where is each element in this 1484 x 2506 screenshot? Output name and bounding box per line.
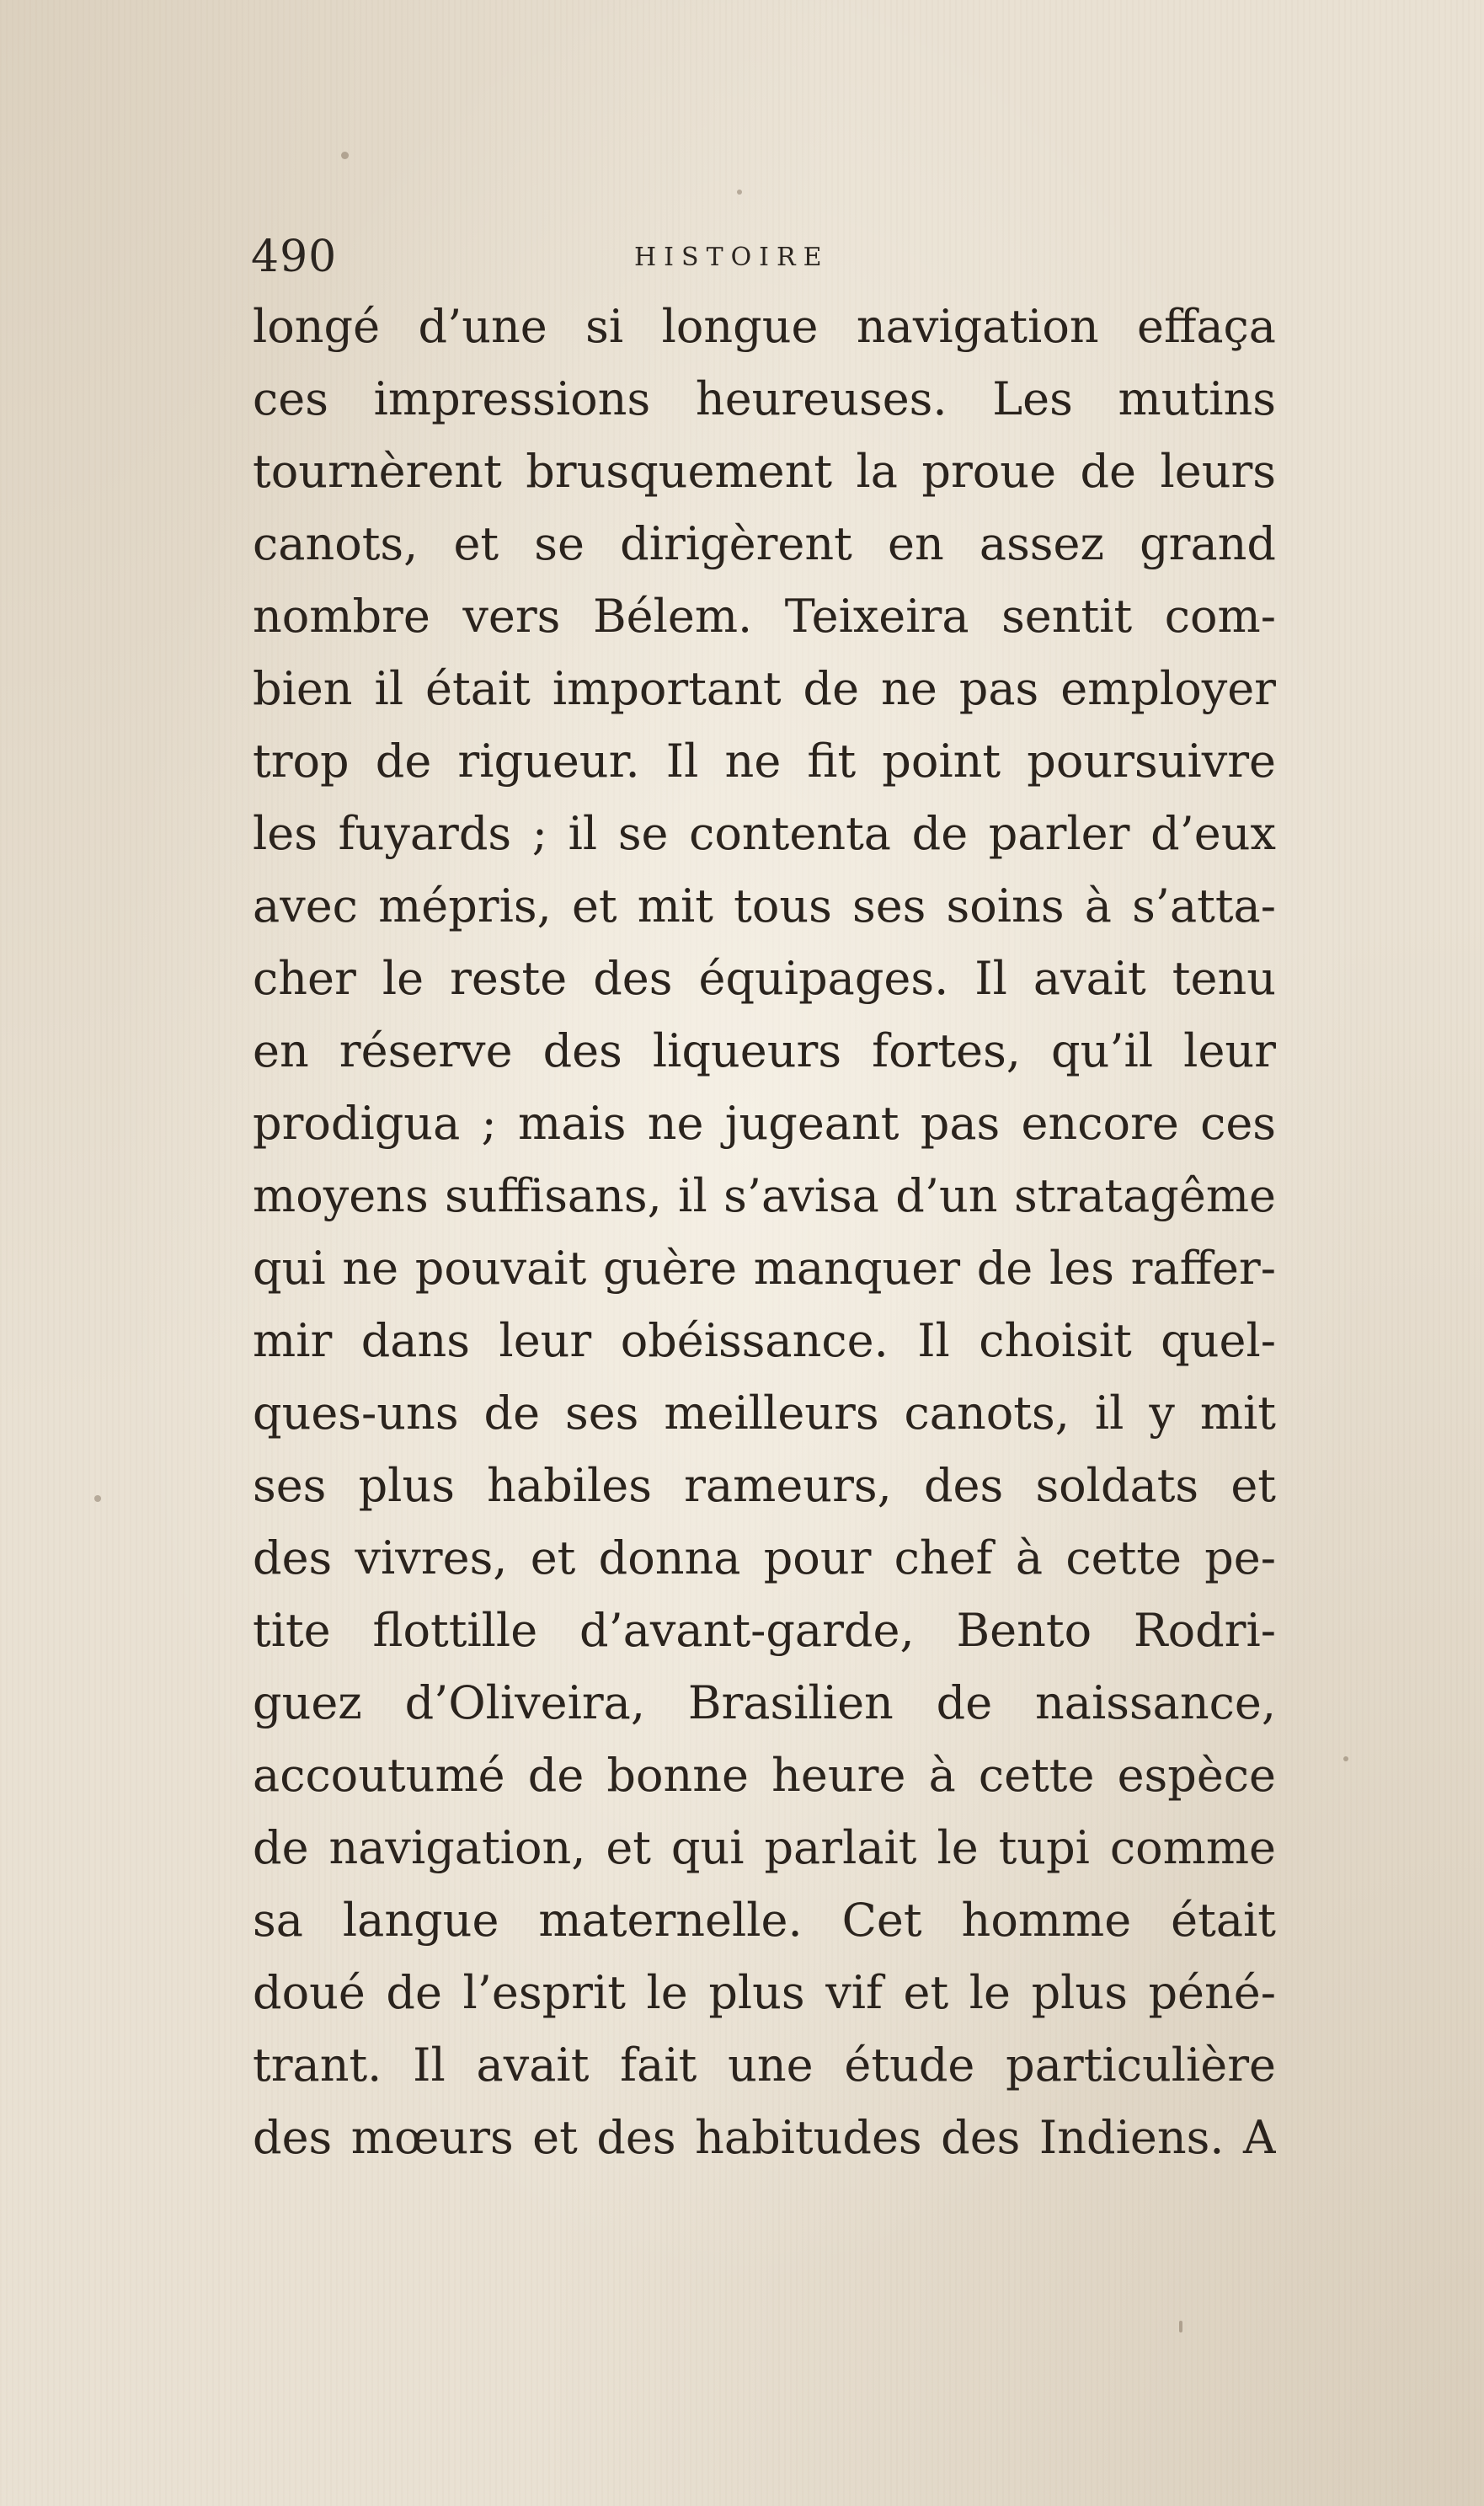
text-line: ses plus habiles rameurs, des soldats et xyxy=(253,1459,1276,1512)
text-line: ques-uns de ses meilleurs canots, il y mit xyxy=(253,1387,1276,1440)
text-line: sa langue maternelle. Cet homme était xyxy=(253,1894,1276,1947)
text-line: doué de l’esprit le plus vif et le plus péné- xyxy=(253,1966,1276,2019)
text-line: avec mépris, et mit tous ses soins à s’atta- xyxy=(253,879,1276,932)
text-line: trant. Il avait fait une étude particulière xyxy=(253,2038,1276,2092)
body-text xyxy=(253,291,1276,2174)
text-line: tite flottille d’avant-garde, Bento Rodri- xyxy=(253,1604,1276,1657)
text-line: moyens suffisans, il s’avisa d’un stratagême xyxy=(253,1169,1276,1222)
page-number: 490 xyxy=(251,232,338,282)
text-line: mir dans leur obéissance. Il choisit quel- xyxy=(253,1314,1276,1367)
text-line: qui ne pouvait guère manquer de les raffer- xyxy=(253,1242,1276,1295)
text-line: bien il était important de ne pas employer xyxy=(253,662,1276,715)
text-line: des vivres, et donna pour chef à cette pe- xyxy=(253,1531,1276,1584)
paper-speck xyxy=(1343,1756,1348,1761)
text-line: accoutumé de bonne heure à cette espèce xyxy=(253,1749,1276,1802)
paper-speck xyxy=(341,152,349,159)
paper-speck xyxy=(737,190,742,195)
paper-speck xyxy=(94,1495,101,1502)
text-line: longé d’une si longue navigation effaça xyxy=(253,300,1276,353)
page-header xyxy=(251,227,1274,286)
running-head: HISTOIRE xyxy=(634,243,830,272)
text-line: canots, et se dirigèrent en assez grand xyxy=(253,517,1276,570)
text-line: trop de rigueur. Il ne fit point poursuivre xyxy=(253,735,1276,788)
text-line: ces impressions heureuses. Les mutins xyxy=(253,372,1276,425)
text-line: les fuyards ; il se contenta de parler d’eux xyxy=(253,807,1276,860)
paper-speck xyxy=(1179,2321,1182,2332)
text-line: guez d’Oliveira, Brasilien de naissance, xyxy=(253,1676,1276,1729)
text-line: en réserve des liqueurs fortes, qu’il leur xyxy=(253,1024,1276,1077)
text-line: cher le reste des équipages. Il avait tenu xyxy=(253,952,1276,1005)
text-line: prodigua ; mais ne jugeant pas encore ces xyxy=(253,1097,1276,1150)
text-line: tournèrent brusquement la proue de leurs xyxy=(253,445,1276,498)
text-line: de navigation, et qui parlait le tupi comme xyxy=(253,1821,1276,1874)
text-line: des mœurs et des habitudes des Indiens. A xyxy=(253,2111,1276,2164)
text-line: nombre vers Bélem. Teixeira sentit com- xyxy=(253,590,1276,643)
